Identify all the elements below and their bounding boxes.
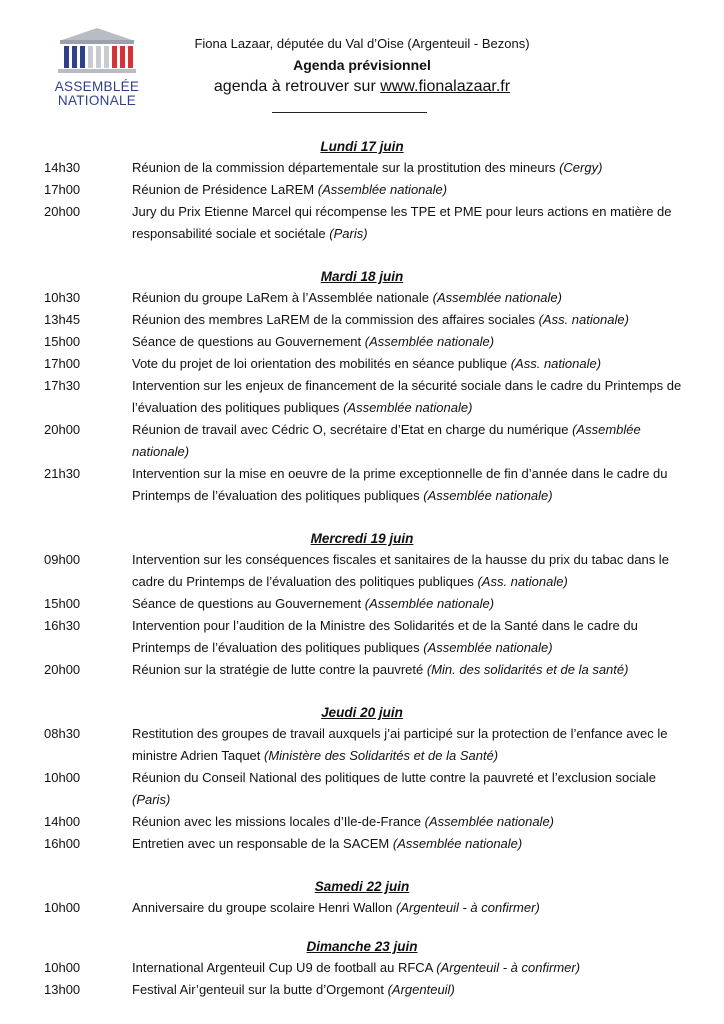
- event-description: [132, 659, 682, 681]
- event-description: [132, 615, 682, 659]
- day-heading: Dimanche 23 juin: [306, 939, 418, 954]
- day-block-jeudi: [0, 703, 724, 855]
- event-text: Réunion de la commission départementale sur la prostitution des mineurs: [132, 160, 556, 175]
- event-description: [132, 309, 682, 331]
- day-block-samedi: [0, 877, 724, 919]
- event-row: [0, 309, 724, 331]
- event-description: [132, 593, 682, 615]
- event-description: [132, 375, 682, 419]
- event-text: International Argenteuil Cup U9 de football au RFCA: [132, 960, 433, 975]
- event-description: [132, 897, 682, 919]
- event-text: Entretien avec un responsable de la SACEM: [132, 836, 390, 851]
- event-location: (Assemblée nationale): [132, 422, 641, 459]
- event-row: [0, 463, 724, 507]
- event-location: (Min. des solidarités et de la santé): [426, 662, 629, 677]
- deputy-subtitle: Fiona Lazaar, députée du Val d’Oise (Argenteuil - Bezons): [194, 36, 530, 51]
- day-heading: Lundi 17 juin: [320, 139, 404, 154]
- day-block-lundi: [0, 137, 724, 245]
- logo-line-1: ASSEMBLÉE: [54, 79, 140, 94]
- event-time: 10h00: [44, 770, 81, 785]
- website-line: [160, 76, 564, 98]
- event-time: 21h30: [44, 466, 81, 481]
- event-description: [132, 353, 682, 375]
- event-location: (Ass. nationale): [538, 312, 629, 327]
- event-text: Réunion de travail avec Cédric O, secrétaire d’Etat en charge du numérique: [132, 422, 569, 437]
- event-description: [132, 419, 682, 463]
- event-text: Intervention sur les enjeux de financement de la sécurité sociale dans le cadre du Printemps de l’évaluation des politiques publiques: [132, 378, 682, 415]
- event-text: Festival Air’genteuil sur la butte d’Orgemont: [132, 982, 384, 997]
- event-text: Jury du Prix Etienne Marcel qui récompense les TPE et PME pour leurs actions en matière de responsabilité sociale et sociétale: [132, 204, 672, 241]
- event-time: 14h00: [44, 814, 81, 829]
- event-time: 16h30: [44, 618, 81, 633]
- event-row: [0, 353, 724, 375]
- event-text: Séance de questions au Gouvernement: [132, 334, 362, 349]
- assembly-building-icon: [48, 26, 146, 76]
- event-text: Réunion de Présidence LaREM: [132, 182, 315, 197]
- event-row: [0, 593, 724, 615]
- event-time: 10h00: [44, 900, 81, 915]
- event-time: 08h30: [44, 726, 81, 741]
- event-row: [0, 659, 724, 681]
- event-description: [132, 833, 682, 855]
- event-row: [0, 979, 724, 1001]
- event-text: Réunion des membres LaREM de la commission des affaires sociales: [132, 312, 535, 327]
- event-location: (Assemblée nationale): [364, 596, 495, 611]
- event-description: [132, 179, 682, 201]
- event-row: [0, 287, 724, 309]
- event-time: 09h00: [44, 552, 81, 567]
- event-row: [0, 331, 724, 353]
- event-location: (Argenteuil - à confirmer): [396, 900, 540, 915]
- event-location: (Ministère des Solidarités et de la Santé): [264, 748, 499, 763]
- day-block-mardi: [0, 267, 724, 507]
- event-location: (Assemblée nationale): [392, 836, 523, 851]
- header-divider: [272, 112, 427, 113]
- event-text: Restitution des groupes de travail auxquels j’ai participé sur la protection de l’enfance avec le ministre Adrien Taquet: [132, 726, 668, 763]
- event-time: 20h00: [44, 204, 81, 219]
- event-location: (Argenteuil): [387, 982, 455, 997]
- event-time: 17h00: [44, 182, 81, 197]
- website-prefix: agenda à retrouver sur: [213, 78, 381, 95]
- day-heading: Mercredi 19 juin: [310, 531, 414, 546]
- event-row: [0, 157, 724, 179]
- event-time: 20h00: [44, 662, 81, 677]
- event-text: Vote du projet de loi orientation des mobilités en séance publique: [132, 356, 508, 371]
- event-row: [0, 723, 724, 767]
- event-description: [132, 957, 682, 979]
- event-text: Intervention sur la mise en oeuvre de la prime exceptionnelle de fin d’année dans le cadre du Printemps de l’évaluation des politiques publiques: [132, 466, 668, 503]
- event-time: 17h00: [44, 356, 81, 371]
- event-time: 10h00: [44, 960, 81, 975]
- event-row: [0, 957, 724, 979]
- event-time: 13h45: [44, 312, 81, 327]
- day-block-mercredi: [0, 529, 724, 681]
- event-time: 20h00: [44, 422, 81, 437]
- event-row: [0, 833, 724, 855]
- event-description: [132, 463, 682, 507]
- event-time: 17h30: [44, 378, 81, 393]
- event-location: (Ass. nationale): [510, 356, 602, 371]
- assemblee-nationale-logo: [48, 26, 146, 110]
- event-location: (Assemblée nationale): [424, 814, 555, 829]
- event-text: Réunion du groupe LaRem à l’Assemblée nationale: [132, 290, 433, 305]
- event-text: Anniversaire du groupe scolaire Henri Wallon: [132, 900, 393, 915]
- page-title: Agenda prévisionnel: [293, 57, 431, 73]
- event-time: 14h30: [44, 160, 81, 175]
- event-location: (Assemblée nationale): [317, 182, 448, 197]
- event-description: [132, 549, 682, 593]
- event-description: [132, 331, 682, 353]
- event-text: Intervention pour l’audition de la Ministre des Solidarités et de la Santé dans le cadre du Printemps de l’évaluation des politiques publiques: [132, 618, 638, 655]
- event-location: (Paris): [329, 226, 368, 241]
- event-row: [0, 549, 724, 593]
- event-text: Réunion avec les missions locales d’Ile-de-France: [132, 814, 422, 829]
- website-link[interactable]: www.fionalazaar.fr: [380, 78, 511, 95]
- event-row: [0, 767, 724, 811]
- event-location: (Paris): [132, 792, 171, 807]
- event-time: 16h00: [44, 836, 81, 851]
- event-location: (Assemblée nationale): [432, 290, 562, 305]
- event-row: [0, 201, 724, 245]
- agenda: [0, 137, 724, 1023]
- event-text: Intervention sur les conséquences fiscales et sanitaires de la hausse du prix du tabac dans le cadre du Printemps de l’évaluation des politiques publiques: [132, 552, 669, 589]
- page-header: [160, 34, 564, 98]
- event-row: [0, 179, 724, 201]
- event-description: [132, 287, 682, 309]
- event-time: 10h30: [44, 290, 81, 305]
- event-time: 15h00: [44, 334, 81, 349]
- event-row: [0, 375, 724, 419]
- event-row: [0, 811, 724, 833]
- event-row: [0, 615, 724, 659]
- event-time: 13h00: [44, 982, 81, 997]
- day-heading: Samedi 22 juin: [314, 879, 410, 894]
- day-heading: Jeudi 20 juin: [321, 705, 403, 720]
- event-description: [132, 979, 682, 1001]
- event-row: [0, 419, 724, 463]
- event-description: [132, 767, 682, 811]
- event-description: [132, 157, 682, 179]
- event-location: (Assemblée nationale): [423, 640, 553, 655]
- event-time: 15h00: [44, 596, 81, 611]
- event-location: (Cergy): [559, 160, 603, 175]
- event-location: (Assemblée nationale): [423, 488, 553, 503]
- event-description: [132, 723, 682, 767]
- day-heading: Mardi 18 juin: [320, 269, 404, 284]
- day-block-dimanche: [0, 937, 724, 1001]
- event-description: [132, 201, 682, 245]
- logo-line-2: NATIONALE: [57, 93, 137, 108]
- event-text: Réunion du Conseil National des politiques de lutte contre la pauvreté et l’exclusion sociale: [132, 770, 656, 785]
- event-text: Séance de questions au Gouvernement: [132, 596, 362, 611]
- event-description: [132, 811, 682, 833]
- event-text: Réunion sur la stratégie de lutte contre la pauvreté: [132, 662, 424, 677]
- event-row: [0, 897, 724, 919]
- event-location: (Argenteuil - à confirmer): [436, 960, 581, 975]
- event-location: (Assemblée nationale): [364, 334, 495, 349]
- event-location: (Assemblée nationale): [343, 400, 473, 415]
- event-location: (Ass. nationale): [477, 574, 568, 589]
